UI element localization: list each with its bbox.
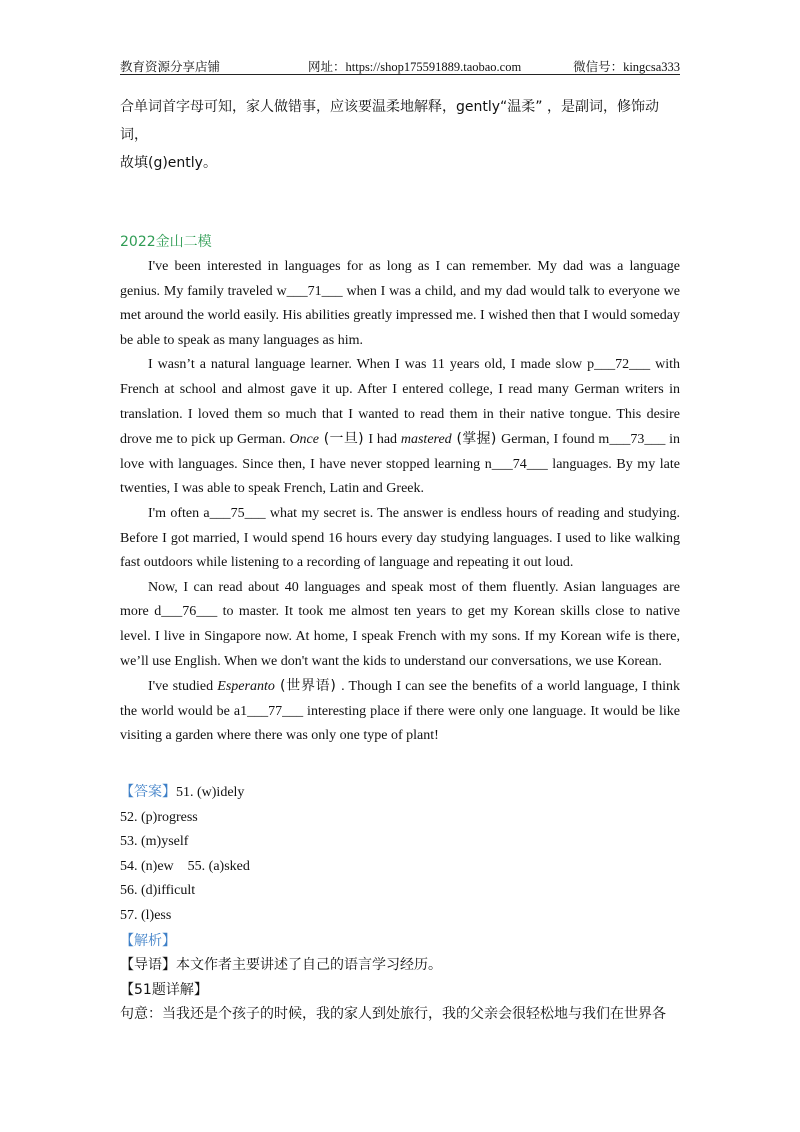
answers-section: [120, 780, 680, 1027]
answer-56: 56. (d)ifficult: [120, 883, 196, 899]
answer-57: 57. (l)ess: [120, 907, 172, 923]
answer-51-row: [120, 780, 680, 806]
header-shop-name: 教育资源分享店铺: [120, 59, 221, 74]
p2-part-a: I wasn’t a natural language learner. When I was 11 years old, I made slow p___72___ with French at school and almost gave it up. After I entered college, I read many German writers in translation. I loved them so much that I wanted to read them in their native tongue. This desire drove me to pick up German.: [120, 357, 680, 448]
answer-tag: 【答案】: [120, 784, 176, 800]
p5-part-a: I've studied: [148, 679, 218, 695]
detail-51-heading: 【51题详解】: [120, 981, 208, 998]
passage-paragraph-5: [120, 674, 680, 749]
header-url: 网址：https://shop175591889.taobao.com: [308, 60, 522, 74]
passage-paragraph-4: Now, I can read about 40 languages and speak most of them fluently. Asian languages are more d___76___ to master. It took me almost ten years to get my Korean skills close to native level. I live in Singapore now. At home, I speak French with my sons. If my Korean wife is there, we’ll use English. When we don't want the kids to understand our conversations, we use Korean.: [120, 579, 680, 669]
p2-part-c: German, I found m___73___ in love with languages. Since then, I have never stopped learning n___74___ languages. By my late twenties, I was able to speak French, Latin and Greek.: [120, 432, 681, 497]
gloss-once: (一旦): [318, 431, 369, 448]
intro-line-1: 合单词首字母可知，家人做错事，应该要温柔地解释，gently“温柔” ，是副词，修饰动词，: [120, 99, 659, 143]
guide-text: 【导语】本文作者主要讲述了自己的语言学习经历。: [120, 957, 442, 974]
sentence-meaning: 句意：当我还是个孩子的时候，我的家人到处旅行，我的父亲会很轻松地与我们在世界各: [120, 1006, 666, 1023]
answer-54: 54. (n)ew: [120, 858, 174, 874]
word-mastered: mastered: [400, 432, 452, 448]
page-header: [120, 54, 680, 75]
p5-part-b: . Though I can see the benefits of a world language, I think the world would be a1___77___ interesting place if there were only one language. It would be like visiting a garden where there was only one type of plant!: [120, 679, 680, 744]
intro-line-2: 故填(g)ently。: [120, 155, 217, 171]
answer-55: 55. (a)sked: [187, 858, 250, 874]
answer-53: 53. (m)yself: [120, 834, 189, 850]
answer-54-55-row: [120, 855, 680, 880]
gloss-mastered: (掌握): [451, 431, 502, 448]
answer-51: 51. (w)idely: [176, 785, 245, 800]
passage-paragraph-2: [120, 353, 680, 502]
header-wechat: 微信号：kingcsa333: [573, 60, 680, 74]
intro-paragraph: [120, 93, 680, 177]
word-once: Once: [289, 432, 319, 448]
section-title: 2022金山二模: [120, 234, 212, 250]
p2-part-b: I had: [368, 432, 401, 448]
passage-paragraph-1: I've been interested in languages for as long as I can remember. My dad was a language genius. My family traveled w___71___ when I was a child, and my dad would talk to everyone we met around the world easily. His abilities greatly impressed me. I wished then that I would someday be able to speak as many languages as him.: [120, 259, 680, 348]
passage-paragraph-3: I'm often a___75___ what my secret is. The answer is endless hours of reading and studying. Before I got married, I would spend 16 hours every day studying languages. I used to like walking fast outdoors while listening to a recording of language and repeating it out loud.: [120, 505, 680, 571]
word-esperanto: Esperanto: [217, 679, 275, 695]
gloss-esperanto: (世界语): [274, 678, 342, 695]
answer-52: 52. (p)rogress: [120, 809, 198, 825]
reading-passage: [120, 255, 680, 749]
analysis-tag: 【解析】: [120, 932, 176, 949]
